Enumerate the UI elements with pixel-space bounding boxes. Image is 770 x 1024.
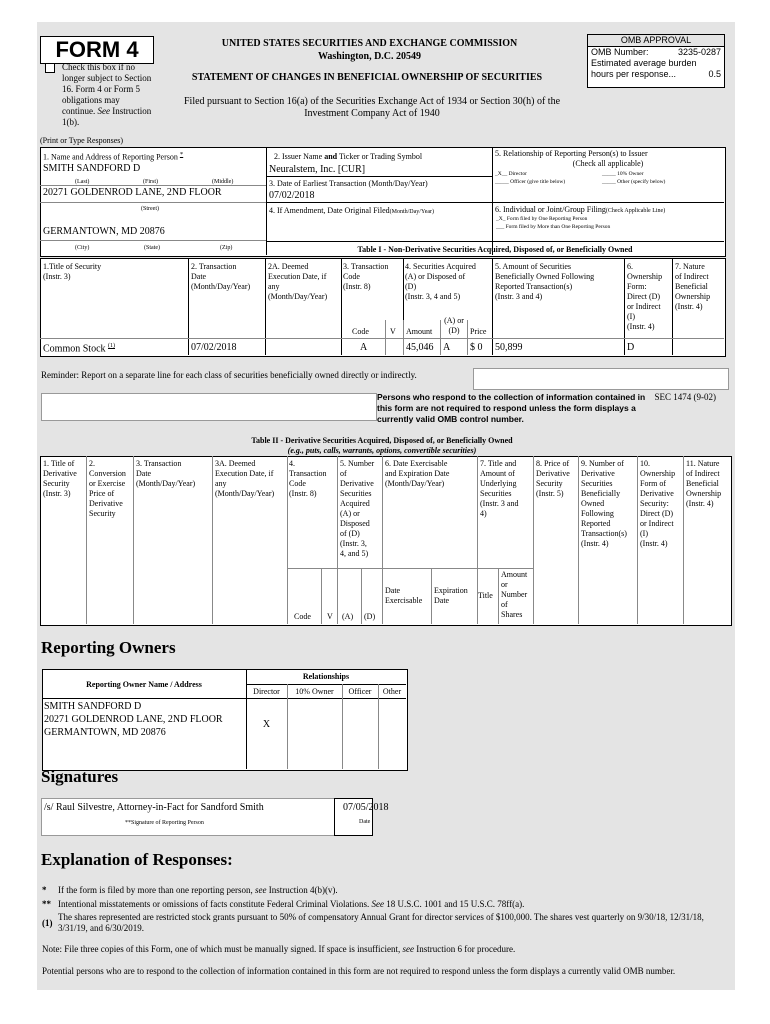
owner-name-header: Reporting Owner Name / Address [86, 680, 202, 689]
reporting-owners-heading: Reporting Owners [41, 638, 176, 657]
t1-col-date: 2. Transaction Date (Month/Day/Year) [191, 262, 251, 291]
owner-city: GERMANTOWN, MD 20876 [44, 727, 166, 738]
t2-sub-d: (D) [364, 612, 376, 621]
signature-date: 07/05/2018 [343, 802, 389, 813]
officer-option[interactable]: _____ Officer (give title below) [495, 179, 566, 185]
filing-more-option[interactable]: ___ Form filed by More than One Reporting Person [496, 224, 611, 230]
reminder-box-left [41, 393, 377, 421]
relationships-header: Relationships [302, 672, 350, 681]
omb-notice: Persons who respond to the collection of information contained in this form are not required to respond unless the form displays a currently valid OMB control number. [377, 392, 646, 424]
t2-col-owned: 9. Number of Derivative Securities Beneficially Owned Following Reported Transaction(s) (Instr. 4) [581, 459, 627, 548]
t1-col-title: 1.Title of Security (Instr. 3) [43, 262, 102, 281]
checkbox-label: Check this box if no longer subject to Section 16. Form 4 or Form 5 obligations may continue. See Instruction 1(b). [62, 62, 152, 127]
t2-col-number: 5. Number of Derivative Securities Acquired (A) or Disposed of (D) (Instr. 3, 4, and 5) [340, 459, 375, 558]
middle-label: (Middle) [212, 179, 234, 185]
explanation-heading: Explanation of Responses: [41, 850, 233, 869]
state-label: (State) [144, 245, 160, 251]
t2-sub-exercisable: Date Exercisable [385, 586, 423, 605]
relationship-label: 5. Relationship of Reporting Person(s) to Issuer [495, 149, 648, 158]
filing-label: 6. Individual or Joint/Group Filing(Check Applicable Line) [495, 205, 666, 214]
table1-title: Table I - Non-Derivative Securities Acquired, Disposed of, or Beneficially Owned [357, 245, 633, 254]
omb-title: OMB APPROVAL [588, 35, 724, 47]
reminder-box [473, 368, 729, 390]
t2-sub-expiration: Expiration Date [434, 586, 468, 605]
agency-location: Washington, D.C. 20549 [317, 51, 422, 62]
t1-sub-price: Price [470, 327, 487, 336]
t2-col-conversion: 2. Conversion or Exercise Price of Derivative Security [89, 459, 126, 518]
officer-header: Officer [348, 687, 372, 696]
t1-sub-v: V [390, 327, 396, 336]
t1-col-form: 6. Ownership Form: Direct (D) or Indirect (I) (Instr. 4) [627, 262, 663, 331]
t1-row-price: $ 0 [470, 342, 483, 353]
t2-col-title: 1. Title of Derivative Security (Instr. 3) [43, 459, 77, 498]
signature-value: /s/ Raul Silvestre, Attorney-in-Fact for Sandford Smith [44, 802, 264, 813]
amendment-label: 4. If Amendment, Date Original Filed(Month/Day/Year) [269, 206, 435, 215]
t1-row-owned: 50,899 [495, 342, 523, 353]
t1-row-code: A [360, 342, 368, 353]
footnote-text: The shares represented are restricted stock grants pursuant to 50% of compensatory Annual Grant for director services of $100,000. The shares vest quarterly on 9/30/18, 12/31/18, 3/31/19, and 6/30/2019. [58, 912, 704, 933]
t1-row-form: D [627, 342, 635, 353]
reporting-person-label: 1. Name and Address of Reporting Person * [43, 151, 184, 162]
street-address: 20271 GOLDENROD LANE, 2ND FLOOR [43, 187, 222, 198]
other-header: Other [382, 687, 402, 696]
first-label: (First) [143, 179, 158, 185]
signature-label: **Signature of Reporting Person [125, 820, 204, 826]
t2-col-exercisable: 6. Date Exercisable and Expiration Date (Month/Day/Year) [385, 459, 450, 488]
t2-sub-title: Title [478, 591, 493, 600]
date-label: Date [359, 819, 371, 825]
t1-sub-amount: Amount [406, 327, 433, 336]
ten-pct-option[interactable]: _____ 10% Owner [602, 171, 644, 177]
reminder-text: Reminder: Report on a separate line for each class of securities beneficially owned directly or indirectly. [41, 370, 417, 380]
note-text: Note: File three copies of this Form, one of which must be manually signed. If space is insufficient, see Instruction 6 for procedure. [42, 944, 516, 954]
omb-approval-box [587, 34, 725, 88]
t2-col-date: 3. Transaction Date (Month/Day/Year) [136, 459, 196, 488]
filing-one-option[interactable]: _X_ Form filed by One Reporting Person [496, 216, 588, 222]
t2-sub-a: (A) [342, 612, 354, 621]
city-label: (City) [75, 245, 90, 251]
table2-subtitle: (e.g., puts, calls, warrants, options, convertible securities) [287, 446, 477, 455]
t2-sub-v: V [327, 612, 333, 621]
t1-col-code: 3. Transaction Code (Instr. 8) [343, 262, 389, 291]
agency-name: UNITED STATES SECURITIES AND EXCHANGE COMMISSION [221, 38, 518, 49]
potential-persons-text: Potential persons who are to respond to the collection of information contained in this form are not required to respond unless the form displays a currently valid OMB number. [42, 966, 676, 976]
issuer-name: Neuralstem, Inc. [CUR] [269, 164, 366, 175]
issuer-label: 2. Issuer Name and Ticker or Trading Symbol [274, 152, 423, 161]
omb-number-label: OMB Number: [591, 47, 649, 57]
reporting-person-name: SMITH SANDFORD D [43, 163, 141, 174]
signatures-heading: Signatures [41, 767, 119, 786]
t2-col-deemed: 3A. Deemed Execution Date, if any (Month/Day/Year) [215, 459, 275, 498]
city-line: GERMANTOWN, MD 20876 [43, 226, 165, 237]
omb-hours: 0.5 [708, 69, 721, 79]
t2-col-code: 4. Transaction Code (Instr. 8) [289, 459, 327, 498]
t1-row-amount: 45,046 [406, 342, 434, 353]
owner-name: SMITH SANDFORD D [44, 701, 142, 712]
t1-row-title: Common Stock $^{(1)}$ [43, 343, 116, 355]
form-title: FORM 4 [40, 36, 154, 64]
owner-street: 20271 GOLDENROD LANE, 2ND FLOOR [44, 714, 223, 725]
statement-title: STATEMENT OF CHANGES IN BENEFICIAL OWNERSHIP OF SECURITIES [191, 72, 543, 83]
t2-col-price: 8. Price of Derivative Security (Instr. 5) [536, 459, 570, 498]
no-longer-subject-checkbox[interactable] [45, 63, 55, 73]
t1-col-acquired: 4. Securities Acquired (A) or Disposed of (D) (Instr. 3, 4 and 5) [405, 262, 476, 301]
zip-label: (Zip) [220, 245, 233, 251]
omb-number: 3235-0287 [677, 47, 721, 57]
street-label: (Street) [141, 206, 159, 212]
director-mark: X [262, 719, 271, 730]
other-option[interactable]: _____ Other (specify below) [602, 179, 666, 185]
omb-estimated: Estimated average burden [591, 58, 697, 68]
footnote-mark: (1) [42, 918, 53, 928]
filed-pursuant: Filed pursuant to Section 16(a) of the Securities Exchange Act of 1934 or Section 30(h) of the Investment Company Act of 1940 [183, 96, 561, 119]
earliest-date-label: 3. Date of Earliest Transaction (Month/Day/Year) [269, 179, 428, 188]
t2-col-nature: 11. Nature of Indirect Beneficial Ownership (Instr. 4) [686, 459, 722, 508]
last-label: (Last) [75, 179, 90, 185]
director-option[interactable]: _X__ Director [495, 171, 527, 177]
t1-sub-aord: (A) or (D) [444, 316, 464, 335]
omb-hours-label: hours per response... [591, 69, 677, 79]
table2-title: Table II - Derivative Securities Acquired, Disposed of, or Beneficially Owned [251, 436, 513, 445]
t1-row-aord: A [443, 342, 451, 353]
t1-col-nature: 7. Nature of Indirect Beneficial Ownership (Instr. 4) [675, 262, 711, 311]
sec-number: SEC 1474 (9-02) [654, 392, 716, 402]
print-type: (Print or Type Responses) [40, 136, 124, 145]
t1-col-deemed: 2A. Deemed Execution Date, if any (Month/Day/Year) [268, 262, 328, 301]
explanation-double-star: ** Intentional misstatements or omissions of facts constitute Federal Criminal Violations. See 18 U.S.C. 1001 and 15 U.S.C. 78ff(a). [42, 899, 525, 909]
form-page [37, 22, 735, 990]
t2-col-underlying: 7. Title and Amount of Underlying Securities (Instr. 3 and 4) [480, 459, 519, 518]
director-header: Director [253, 687, 280, 696]
ten-pct-header: 10% Owner [295, 687, 334, 696]
relationship-sub: (Check all applicable) [572, 159, 644, 168]
earliest-date: 07/02/2018 [269, 190, 315, 201]
t2-sub-amount: Amount or Number of Shares [501, 570, 528, 619]
t2-sub-code: Code [294, 612, 311, 621]
t2-col-form: 10. Ownership Form of Derivative Security: Direct (D) or Indirect (I) (Instr. 4) [640, 459, 676, 548]
t1-sub-code: Code [352, 327, 369, 336]
t1-col-owned: 5. Amount of Securities Beneficially Owned Following Reported Transaction(s) (Instr. 3 and 4) [495, 262, 595, 301]
t1-row-date: 07/02/2018 [191, 342, 237, 353]
explanation-star: * If the form is filed by more than one reporting person, see Instruction 4(b)(v). [42, 885, 338, 895]
